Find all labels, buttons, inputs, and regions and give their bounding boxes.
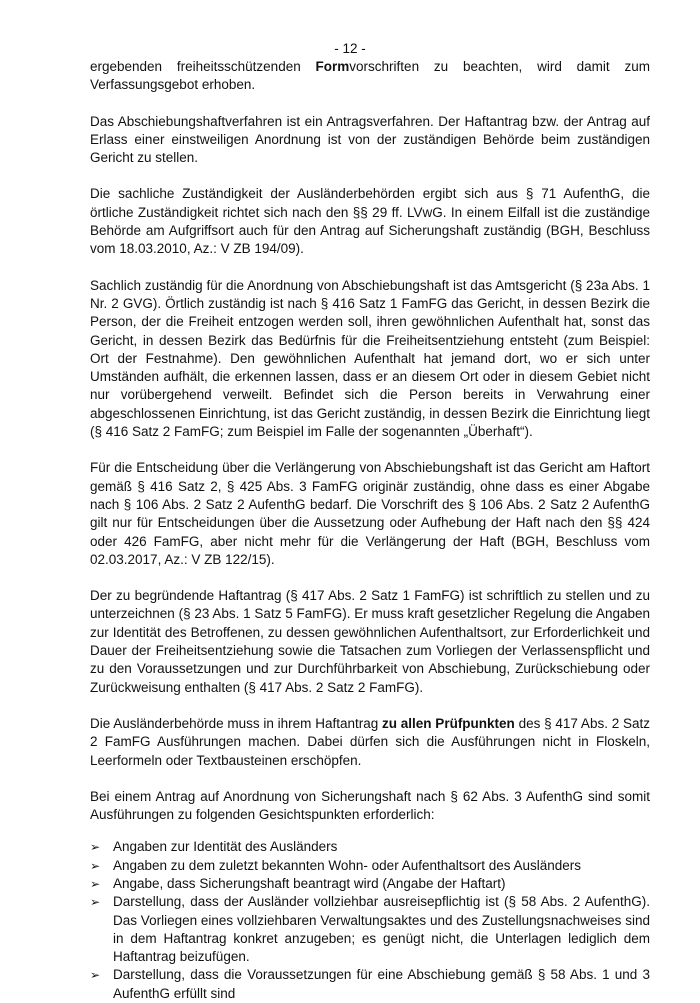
list-item <box>90 838 650 856</box>
paragraph-7-bold-phrase: zu allen Prüfpunkten <box>382 715 515 731</box>
paragraph-1-text-start: ergebenden freiheitsschützenden <box>90 59 316 74</box>
paragraph-7 <box>90 715 650 770</box>
paragraph-6: Der zu begründende Haftantrag (§ 417 Abs. 2 Satz 1 FamFG) ist schriftlich zu stellen und zu unterzeichnen (§ 23 Abs. 1 Satz 5 FamFG). Er muss kraft gesetzlicher Regelung die Angaben zur Identität des Betroffenen, zu dessen gewöhnlichen Aufenthaltsort, zur Erforderlichkeit und Dauer der Freiheitsentziehung sowie die Tatsachen zum Vorliegen der Verlassenspflicht und zu den Voraussetzungen und zur Durchführbarkeit von Abschiebung, Zurückschiebung oder Zurückweisung enthalten (§ 417 Abs. 2 Satz 2 FamFG). <box>90 588 650 695</box>
list-item <box>90 893 650 966</box>
arrow-bullet-icon: ➢ <box>90 968 101 983</box>
paragraph-2: Das Abschiebungshaftverfahren ist ein Antragsverfahren. Der Haftantrag bzw. der Antrag auf Erlass einer einstweiligen Anordnung ist von der zuständigen Behörde beim zuständigen Gericht zu stellen. <box>90 113 650 166</box>
paragraph-1 <box>90 58 650 95</box>
paragraph-7-text-end: des § 417 Abs. 2 Satz 2 FamFG Ausführungen machen. Dabei dürfen sich die Ausführungen nicht in Floskeln, Leerformeln oder Textbausteinen erschöpfen. <box>90 715 651 768</box>
arrow-bullet-icon: ➢ <box>90 895 101 910</box>
list-item-text: Angaben zur Identität des Ausländers <box>113 839 338 855</box>
arrow-bullet-icon: ➢ <box>90 858 101 873</box>
page-body <box>90 58 650 1003</box>
list-item-text: Darstellung, dass die Voraussetzungen für eine Abschiebung gemäß § 58 Abs. 1 und 3 AufenthG erfüllt sind <box>113 967 650 1001</box>
paragraph-8: Bei einem Antrag auf Anordnung von Sicherungshaft nach § 62 Abs. 3 AufenthG sind somit Ausführungen zu folgenden Gesichtspunkten erforderlich: <box>90 788 650 823</box>
paragraph-1-text-end: vorschriften zu beachten, wird damit zum Verfassungsgebot erhoben. <box>90 59 650 93</box>
paragraph-4: Sachlich zuständig für die Anordnung von Abschiebungshaft ist das Amtsgericht (§ 23a Abs. 1 Nr. 2 GVG). Örtlich zuständig ist nach § 416 Satz 1 FamFG das Gericht, in dessen Bezirk die Person, der die Freiheit entzogen werden soll, ihren gewöhnlichen Aufenthalt hat, sonst das Gericht, in dessen Bezirk das Bedürfnis für die Freiheitsentziehung entsteht (zum Beispiel: Ort der Festnahme). Den gewöhnlichen Aufenthalt hat jemand dort, wo er sich unter Umständen aufhält, die erkennen lassen, dass er an diesem Ort oder in diesem Gebiet nicht nur vorübergehend verweilt. Befindet sich die Person bereits in Verwahrung einer abgeschlossenen Einrichtung, ist das Gericht zuständig, in dessen Bezirk die Einrichtung liegt (§ 416 Satz 2 FamFG; zum Beispiel im Falle der sogenannten „Überhaft“). <box>90 277 650 440</box>
requirements-list <box>90 838 650 1003</box>
list-item-text: Angabe, dass Sicherungshaft beantragt wird (Angabe der Haftart) <box>113 875 506 891</box>
page-number: - 12 - <box>334 41 366 56</box>
list-item <box>90 857 650 875</box>
paragraph-3: Die sachliche Zuständigkeit der Ausländerbehörden ergibt sich aus § 71 AufenthG, die örtliche Zuständigkeit richtet sich nach den §§ 29 ff. LVwG. In einem Eilfall ist die zuständige Behörde am Aufgriffsort auch für den Antrag auf Sicherungshaft zuständig (BGH, Beschluss vom 18.03.2010, Az.: V ZB 194/09). <box>90 186 650 257</box>
paragraph-5: Für die Entscheidung über die Verlängerung von Abschiebungshaft ist das Gericht am Haftort gemäß § 416 Satz 2, § 425 Abs. 3 FamFG originär zuständig, ohne dass es einer Abgabe nach § 106 Abs. 2 Satz 2 AufenthG bedarf. Die Vorschrift des § 106 Abs. 2 Satz 2 AufenthG gilt nur für Entscheidungen über die Aussetzung oder Aufhebung der Haft nach den §§ 424 oder 426 FamFG, aber nicht mehr für die Verlängerung der Haft (BGH, Beschluss vom 02.03.2017, Az.: V ZB 122/15). <box>90 460 650 567</box>
list-item-text: Angaben zu dem zuletzt bekannten Wohn- oder Aufenthaltsort des Ausländers <box>113 857 582 873</box>
arrow-bullet-icon: ➢ <box>90 876 101 891</box>
paragraph-1-bold-word: Form <box>315 59 350 74</box>
list-item <box>90 966 650 1003</box>
arrow-bullet-icon: ➢ <box>90 840 101 855</box>
list-item <box>90 875 650 893</box>
paragraph-7-text-start: Die Ausländerbehörde muss in ihrem Haftantrag <box>90 715 383 731</box>
list-item-text: Darstellung, dass der Ausländer vollziehbar ausreisepflichtig ist (§ 58 Abs. 2 AufenthG). Das Vorliegen eines vollziehbaren Verwaltungsaktes und des Zustellungsnachweises sind in dem Haftantrag konkret anzugeben; es genügt nicht, die Unterlagen lediglich dem Haftantrag beizufügen. <box>113 894 650 965</box>
